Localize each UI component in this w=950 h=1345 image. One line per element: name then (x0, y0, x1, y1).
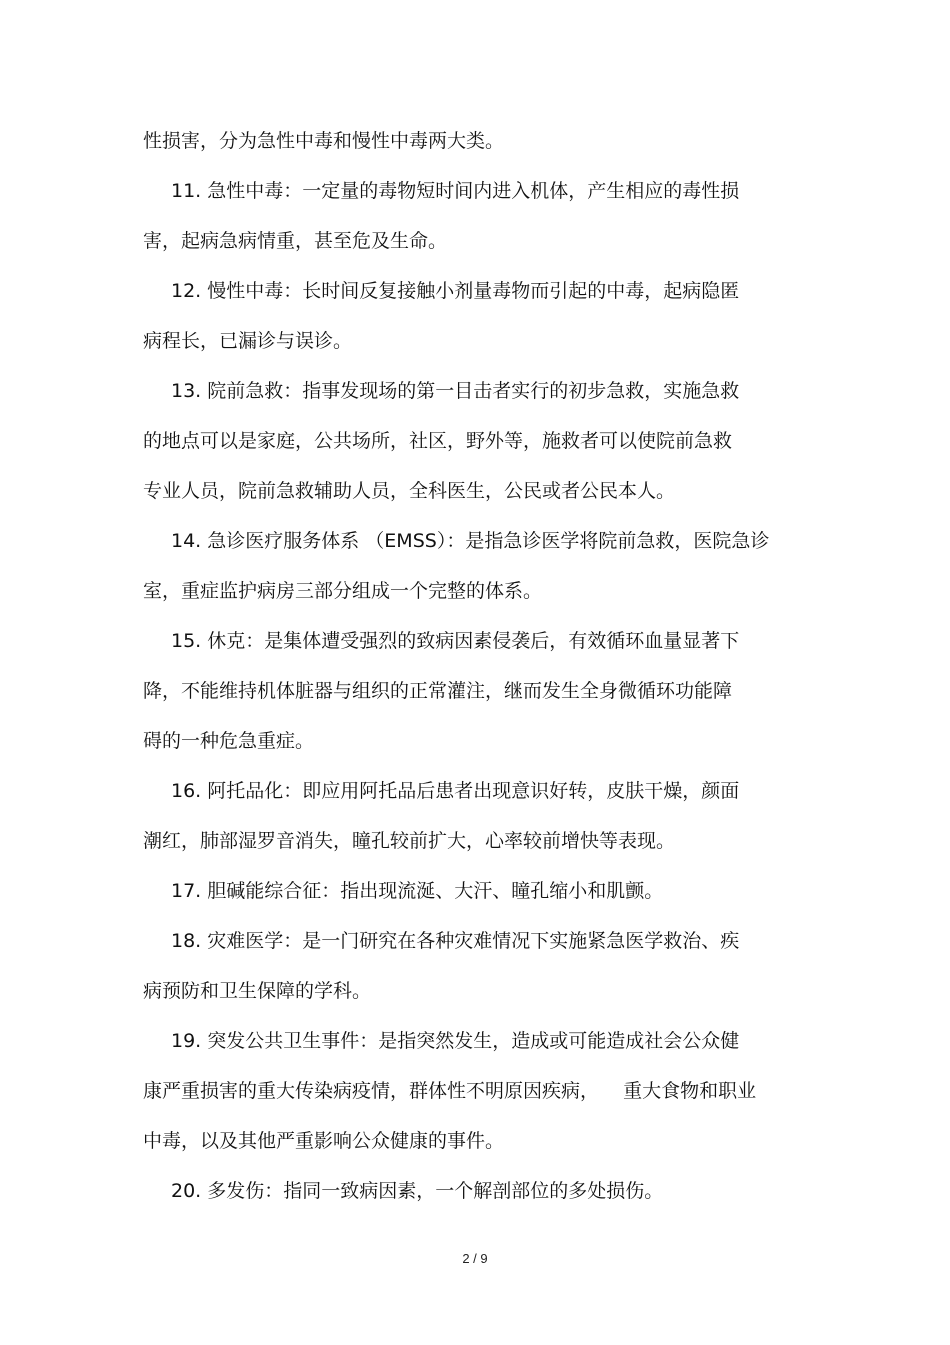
text-line: 碍的一种危急重症。 (143, 730, 315, 752)
text-line: 15. 休克：是集体遭受强烈的致病因素侵袭后，有效循环血量显著下 (171, 630, 740, 652)
text-line: 病程长，已漏诊与误诊。 (143, 330, 353, 352)
text-line: 中毒，以及其他严重影响公众健康的事件。 (143, 1130, 505, 1152)
text-line: 18. 灾难医学：是一门研究在各种灾难情况下实施紧急医学救治、疾 (171, 930, 740, 952)
text-line: 20. 多发伤：指同一致病因素，一个解剖部位的多处损伤。 (171, 1180, 664, 1202)
text-line: 专业人员，院前急救辅助人员，全科医生，公民或者公民本人。 (143, 480, 676, 502)
text-line: 性损害，分为急性中毒和慢性中毒两大类。 (143, 130, 505, 152)
text-line: 病预防和卫生保障的学科。 (143, 980, 372, 1002)
text-line: 16. 阿托品化：即应用阿托品后患者出现意识好转，皮肤干燥，颜面 (171, 780, 740, 802)
text-line: 12. 慢性中毒：长时间反复接触小剂量毒物而引起的中毒，起病隐匿 (171, 280, 740, 302)
text-line: 的地点可以是家庭，公共场所，社区，野外等，施救者可以使院前急救 (143, 430, 733, 452)
text-line: 潮红，肺部湿罗音消失，瞳孔较前扩大，心率较前增快等表现。 (143, 830, 676, 852)
text-line: 11. 急性中毒：一定量的毒物短时间内进入机体，产生相应的毒性损 (171, 180, 740, 202)
text-line: 害，起病急病情重，甚至危及生命。 (143, 230, 448, 252)
text-line: 14. 急诊医疗服务体系 （EMSS）：是指急诊医学将院前急救，医院急诊 (171, 530, 770, 552)
text-line: 康严重损害的重大传染病疫情，群体性不明原因疾病， 重大食物和职业 (143, 1080, 757, 1102)
text-line: 17. 胆碱能综合征：指出现流涎、大汗、瞳孔缩小和肌颤。 (171, 880, 664, 902)
text-line: 降，不能维持机体脏器与组织的正常灌注，继而发生全身微循环功能障 (143, 680, 733, 702)
text-line: 19. 突发公共卫生事件：是指突然发生，造成或可能造成社会公众健 (171, 1030, 740, 1052)
text-line: 室，重症监护病房三部分组成一个完整的体系。 (143, 580, 543, 602)
text-line: 13. 院前急救：指事发现场的第一目击者实行的初步急救，实施急救 (171, 380, 740, 402)
page-number: 2 / 9 (462, 1251, 488, 1266)
